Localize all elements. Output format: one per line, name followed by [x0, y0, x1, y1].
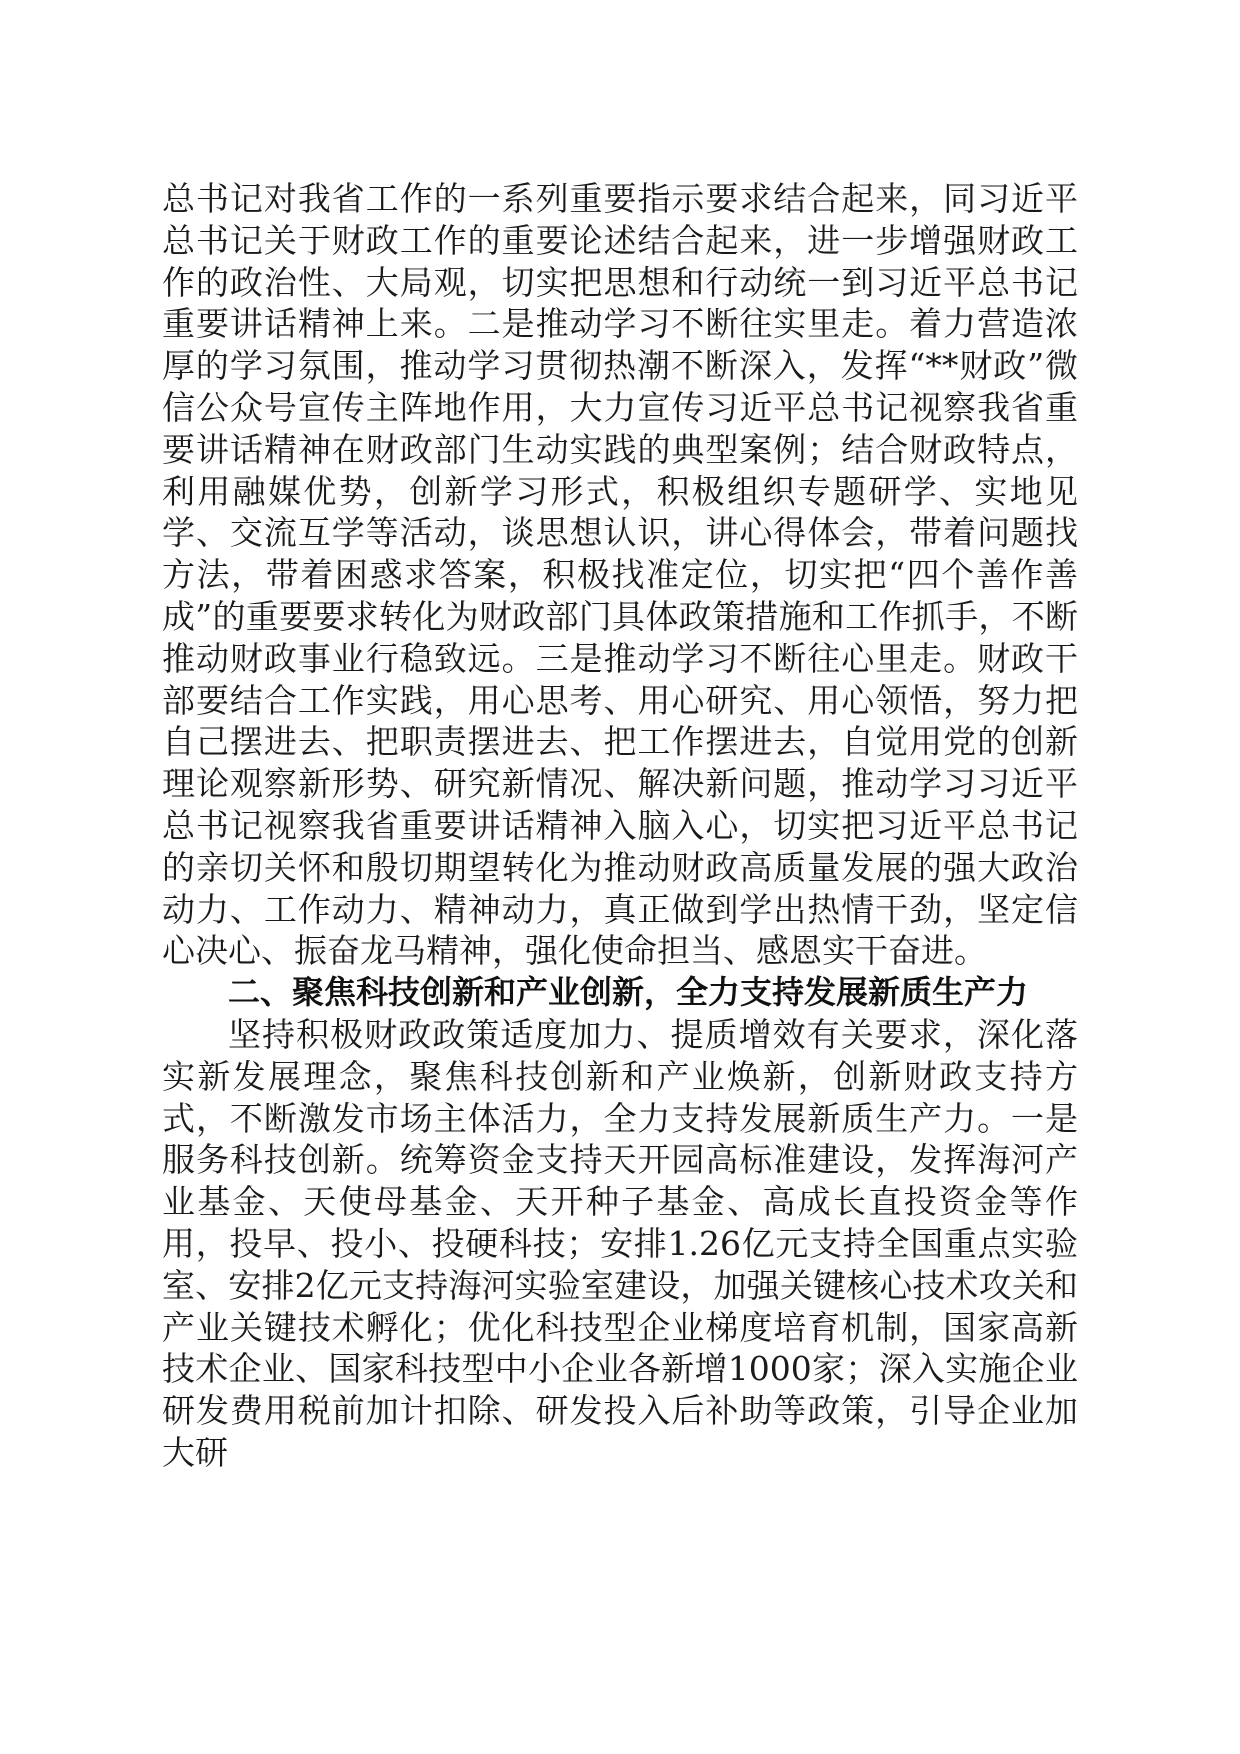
body-paragraph: 坚持积极财政政策适度加力、提质增效有关要求，深化落实新发展理念，聚焦科技创新和产业焕新，创新财政支持方式，不断激发市场主体活力，全力支持发展新质生产力。一是服务科技创新。统筹资金支持天开园高标准建设，发挥海河产业基金、天使母基金、天开种子基金、高成长直投资金等作用，投早、投小、投硬科技；安排1.26亿元支持全国重点实验室、安排2亿元支持海河实验室建设，加强关键核心技术攻关和产业关键技术孵化；优化科技型企业梯度培育机制，国家高新技术企业、国家科技型中小企业各新增1000家；深入实施企业研发费用税前加计扣除、研发投入后补助等政策，引导企业加大研 — [162, 1014, 1078, 1472]
body-paragraph: 总书记对我省工作的一系列重要指示要求结合起来，同习近平总书记关于财政工作的重要论述结合起来，进一步增强财政工作的政治性、大局观，切实把思想和行动统一到习近平总书记重要讲话精神上来。二是推动学习不断往实里走。着力营造浓厚的学习氛围，推动学习贯彻热潮不断深入，发挥“**财政”微信公众号宣传主阵地作用，大力宣传习近平总书记视察我省重要讲话精神在财政部门生动实践的典型案例；结合财政特点，利用融媒优势，创新学习形式，积极组织专题研学、实地见学、交流互学等活动，谈思想认识，讲心得体会，带着问题找方法，带着困惑求答案，积极找准定位，切实把“四个善作善成”的重要要求转化为财政部门具体政策措施和工作抓手，不断推动财政事业行稳致远。三是推动学习不断往心里走。财政干部要结合工作实践，用心思考、用心研究、用心领悟，努力把自己摆进去、把职责摆进去、把工作摆进去，自觉用党的创新理论观察新形势、研究新情况、解决新问题，推动学习习近平总书记视察我省重要讲话精神入脑入心，切实把习近平总书记的亲切关怀和殷切期望转化为推动财政高质量发展的强大政治动力、工作动力、精神动力，真正做到学出热情干劲，坚定信心决心、振奋龙马精神，强化使命担当、感恩实干奋进。 — [162, 179, 1078, 971]
section-heading: 二、聚焦科技创新和产业创新，全力支持发展新质生产力 — [228, 973, 1029, 1012]
document-body — [162, 178, 1078, 1474]
